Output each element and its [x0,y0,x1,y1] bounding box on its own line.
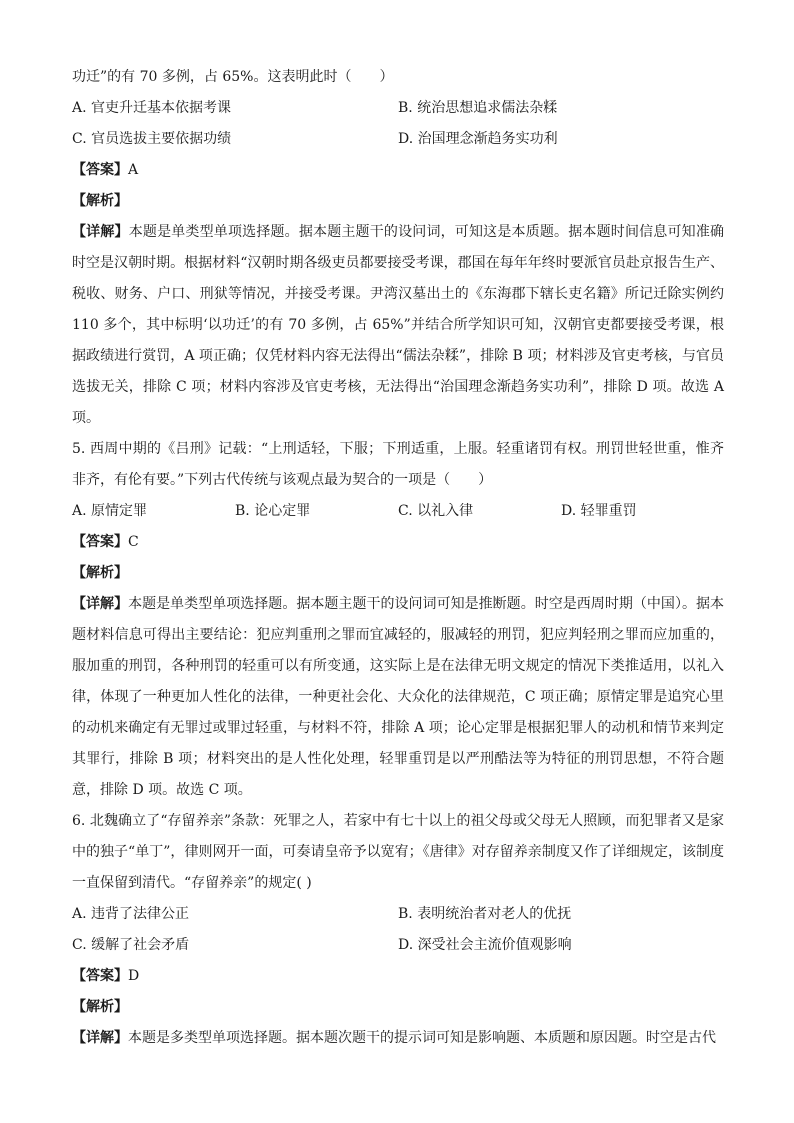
q4-analysis-tag: 【解析】 [72,193,128,209]
q5-answer-tag: 【答案】 [72,534,128,550]
q4-detail-tag: 【详解】 [72,224,129,240]
q4-options-row-2 [72,124,724,155]
q5-answer-line [72,527,724,558]
q4-option-c: C. 官员选拔主要依据功绩 [72,131,232,147]
q4-answer: A [128,162,139,178]
q6-options-row-2 [72,930,724,961]
q6-options-row-1 [72,899,724,930]
q4-option-d: D. 治国理念渐趋务实功利 [398,131,558,147]
q6-option-b: B. 表明统治者对老人的优抚 [398,906,572,922]
q6-detail-paragraph [72,1023,724,1054]
q5-analysis-tag: 【解析】 [72,565,128,581]
document-page [72,62,724,1054]
q5-option-a: A. 原情定罪 [72,503,148,519]
q4-answer-line [72,155,724,186]
q4-option-b: B. 统治思想追求儒法杂糅 [398,100,558,116]
q6-detail-text: 本题是多类型单项选择题。据本题次题干的提示词可知是影响题、本质题和原因题。时空是古代 [128,1030,716,1046]
q6-analysis-tag: 【解析】 [72,999,128,1015]
q4-detail-paragraph [72,217,724,434]
q6-answer-tag: 【答案】 [72,968,128,984]
q5-option-c: C. 以礼入律 [398,503,474,519]
q4-options-row-1 [72,93,724,124]
q6-option-a: A. 违背了法律公正 [72,906,190,922]
q5-stem: 5. 西周中期的《吕刑》记载：“上刑适轻，下服；下刑适重，上服。轻重诸罚有权。刑罚世轻世重，惟齐非齐，有伦有要。”下列古代传统与该观点最为契合的一项是（ ） [72,441,724,488]
q4-stem-tail: 功迁”的有 70 多例，占 65%。这表明此时（ ） [72,69,394,85]
q4-option-a: A. 官吏升迁基本依据考课 [72,100,232,116]
q5-detail-paragraph [72,589,724,806]
q5-option-b: B. 论心定罪 [235,503,311,519]
q5-answer: C [128,534,139,550]
q4-answer-tag: 【答案】 [72,162,128,178]
q5-detail-text: 本题是单类型单项选择题。据本题主题干的设问词可知是推断题。时空是西周时期（中国）。据本题材料信息可得出主要结论：犯应判重刑之罪而宜减轻的，服减轻的刑罚，犯应判轻刑之罪而应加重的，服加重的刑罚，各种刑罚的轻重可以有所变通，这实际上是在法律无明文规定的情况下类推适用，以礼入律，体现了一种更加人性化的法律，一种更社会化、大众化的法律规范，C 项正确；原情定罪是追究心里的动机来确定有无罪过或罪过轻重，与材料不符，排除 A 项；论心定罪是根据犯罪人的动机和情节来判定其罪行，排除 B 项；材料突出的是人性化处理，轻罪重罚是以严刑酷法等为特征的刑罚思想，不符合题意，排除 D 项。故选 C 项。 [72,596,725,798]
q6-option-d: D. 深受社会主流价值观影响 [398,937,572,953]
q6-option-c: C. 缓解了社会矛盾 [72,937,190,953]
q4-detail-text: 本题是单类型单项选择题。据本题主题干的设问词，可知这是本质题。据本题时间信息可知准确时空是汉朝时期。根据材料“汉朝时期各级吏员都要接受考课，郡国在每年年终时要派官员赴京报告生产、税收、财务、户口、刑狱等情况，并接受考课。尹湾汉墓出土的《东海郡下辖长吏名籍》所记迁除实例约 110 多个，其中标明‘以功迁’的有 70 多例，占 65%”并结合所学知识可知，汉朝官吏都要接受考课，根据政绩进行赏罚，A 项正确；仅凭材料内容无法得出“儒法杂糅”，排除 B 项；材料涉及官吏考核，与官员选拔无关，排除 C 项；材料内容涉及官吏考核，无法得出“治国理念渐趋务实功利”，排除 D 项。故选 A 项。 [72,224,725,426]
q6-answer: D [128,968,140,984]
q6-detail-tag: 【详解】 [72,1030,128,1046]
q5-option-d: D. 轻罪重罚 [561,503,637,519]
q6-stem: 6. 北魏确立了“存留养亲”条款：死罪之人，若家中有七十以上的祖父母或父母无人照顾，而犯罪者又是家中的独子“单丁”，律则网开一面，可奏请皇帝予以宽宥；《唐律》对存留养亲制度又作了详细规定，该制度一直保留到清代。“存留养亲”的规定( ) [72,813,724,891]
q5-options-row [72,496,724,527]
q5-detail-tag: 【详解】 [72,596,129,612]
q6-answer-line [72,961,724,992]
